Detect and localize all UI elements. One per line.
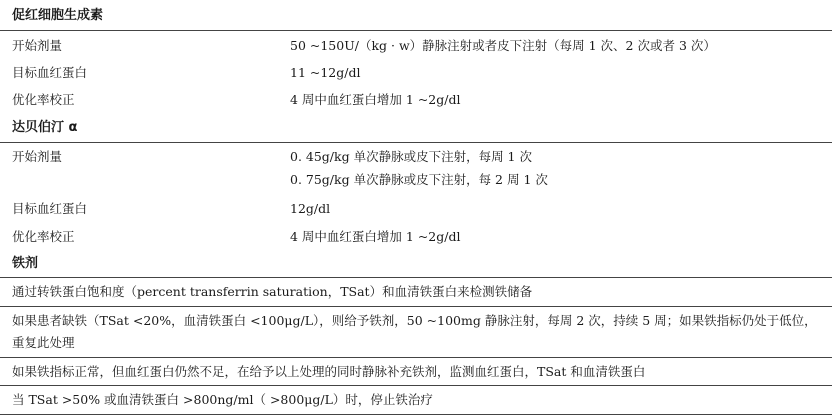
divider xyxy=(0,306,832,307)
row-label: 优化率校正 xyxy=(12,92,75,107)
row-value: 11 ~12g/dl xyxy=(290,65,361,80)
divider xyxy=(0,277,832,278)
row-value: 0. 45g/kg 单次静脉或皮下注射，每周 1 次 xyxy=(290,149,532,164)
divider xyxy=(0,30,832,31)
row-value: 50 ~150U/（kg · w）静脉注射或者皮下注射（每周 1 次、2 次或者 3 次） xyxy=(290,38,716,53)
section-title-darbepoetin: 达贝伯汀 α xyxy=(12,120,78,135)
row-label: 目标血红蛋白 xyxy=(12,65,88,80)
divider xyxy=(0,385,832,386)
divider xyxy=(0,414,832,415)
section-title-iron: 铁剂 xyxy=(12,256,39,271)
iron-paragraph: 如果铁指标正常，但血红蛋白仍然不足，在给予以上处理的同时静脉补充铁剂，监测血红蛋白，TSat 和血清铁蛋白 xyxy=(12,364,646,379)
iron-paragraph: 通过转铁蛋白饱和度（percent transferrin saturation，TSat）和血清铁蛋白来检测铁储备 xyxy=(12,284,533,299)
row-value: 4 周中血红蛋白增加 1 ~2g/dl xyxy=(290,92,461,107)
row-label: 目标血红蛋白 xyxy=(12,201,88,216)
row-value: 12g/dl xyxy=(290,201,331,216)
row-value: 4 周中血红蛋白增加 1 ~2g/dl xyxy=(290,229,461,244)
iron-paragraph: 当 TSat >50% 或血清铁蛋白 >800ng/ml（ >800μg/L）时，停止铁治疗 xyxy=(12,392,433,407)
divider xyxy=(0,142,832,143)
row-label: 开始剂量 xyxy=(12,149,63,164)
divider xyxy=(0,357,832,358)
section-title-epo: 促红细胞生成素 xyxy=(12,8,104,23)
row-label: 优化率校正 xyxy=(12,229,75,244)
row-label: 开始剂量 xyxy=(12,38,63,53)
iron-paragraph: 如果患者缺铁（TSat <20%，血清铁蛋白 <100μg/L），则给予铁剂，50 ~100mg 静脉注射，每周 2 次，持续 5 周；如果铁指标仍处于低位，重复此处理 xyxy=(12,313,817,350)
row-value: 0. 75g/kg 单次静脉或皮下注射，每 2 周 1 次 xyxy=(290,172,548,187)
